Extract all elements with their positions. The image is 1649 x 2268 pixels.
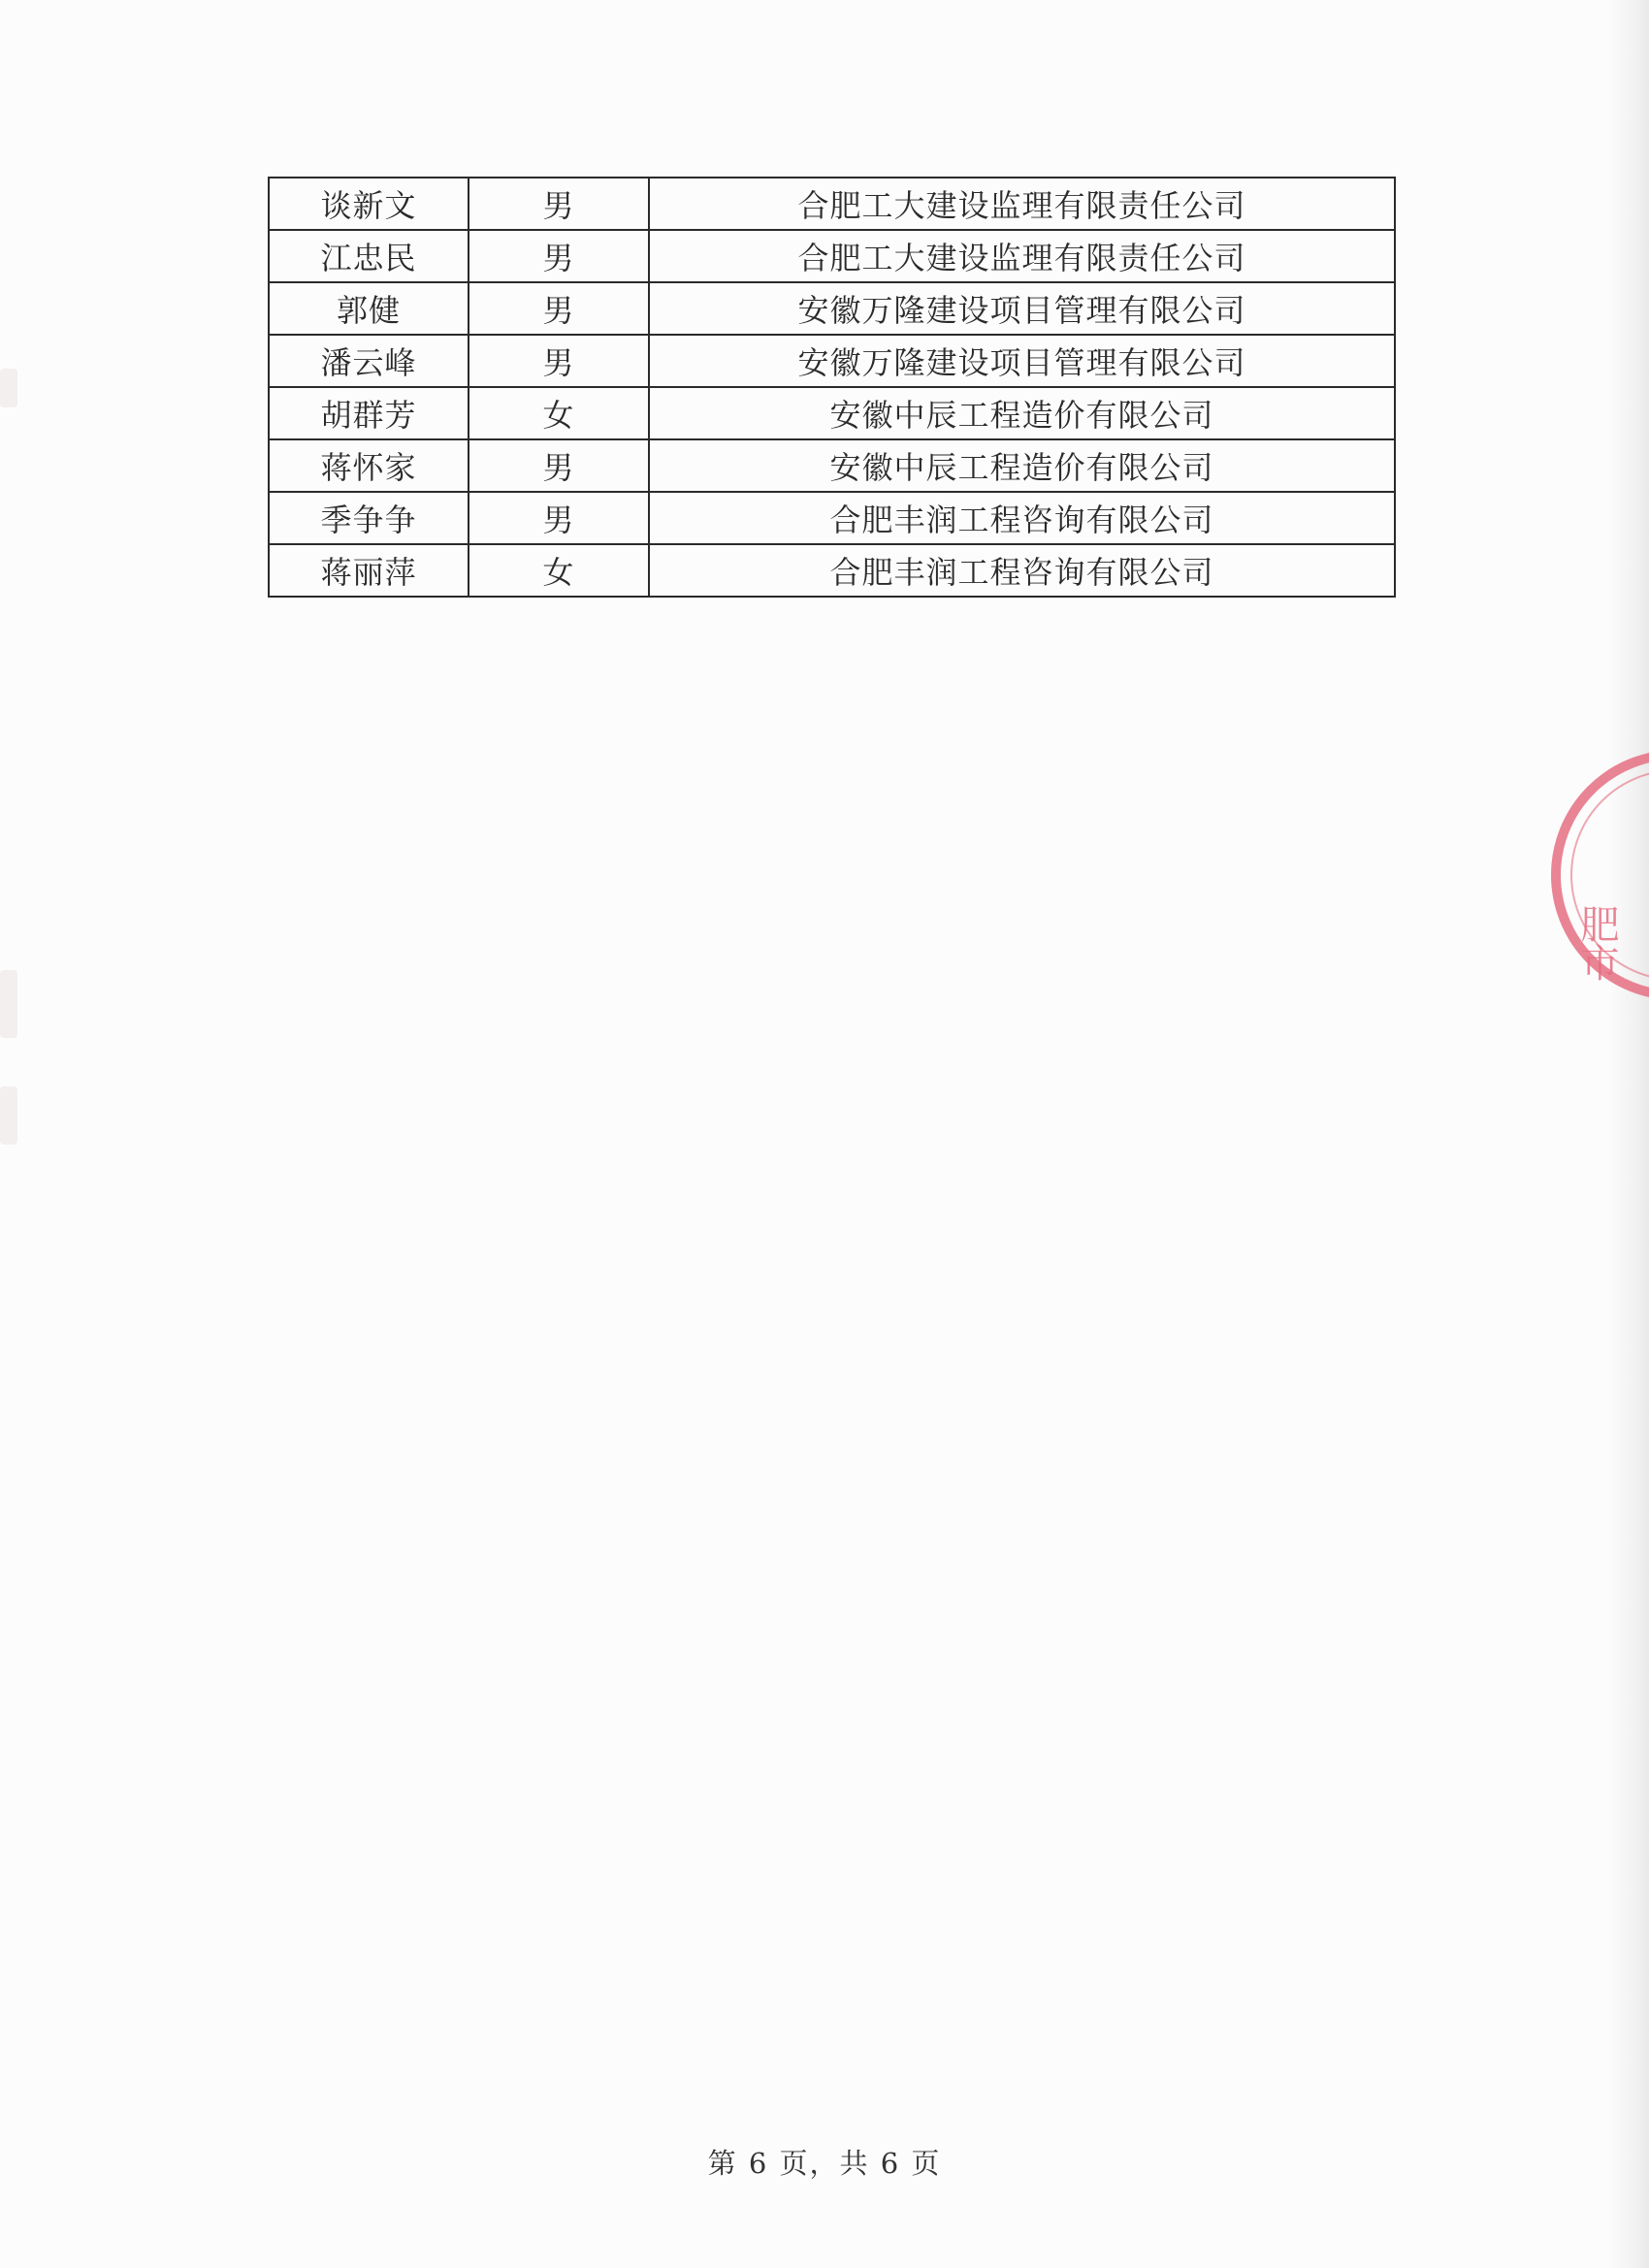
official-seal-stamp — [1540, 739, 1649, 1011]
table-row — [269, 544, 1395, 597]
gender-cell: 女 — [469, 544, 649, 597]
gender-cell: 男 — [469, 230, 649, 282]
company-cell: 安徽万隆建设项目管理有限公司 — [649, 335, 1395, 387]
company-cell: 安徽中辰工程造价有限公司 — [649, 439, 1395, 492]
paper-speck — [0, 1086, 17, 1145]
name-cell: 潘云峰 — [269, 335, 469, 387]
table-row — [269, 439, 1395, 492]
table-row — [269, 335, 1395, 387]
page-number-footer: 第 6 页，共 6 页 — [707, 2147, 942, 2180]
table-row — [269, 492, 1395, 544]
table-row — [269, 282, 1395, 335]
company-cell: 合肥工大建设监理有限责任公司 — [649, 178, 1395, 230]
name-cell: 蒋丽萍 — [269, 544, 469, 597]
company-cell: 安徽万隆建设项目管理有限公司 — [649, 282, 1395, 335]
paper-speck — [0, 970, 17, 1038]
gender-cell: 男 — [469, 282, 649, 335]
company-cell: 合肥丰润工程咨询有限公司 — [649, 492, 1395, 544]
seal-text: 肥市 — [1574, 904, 1619, 982]
company-cell: 安徽中辰工程造价有限公司 — [649, 387, 1395, 439]
gender-cell: 男 — [469, 439, 649, 492]
company-cell: 合肥丰润工程咨询有限公司 — [649, 544, 1395, 597]
table-row — [269, 178, 1395, 230]
gender-cell: 女 — [469, 387, 649, 439]
name-cell: 谈新文 — [269, 178, 469, 230]
gender-cell: 男 — [469, 492, 649, 544]
name-cell: 江忠民 — [269, 230, 469, 282]
name-cell: 季争争 — [269, 492, 469, 544]
company-cell: 合肥工大建设监理有限责任公司 — [649, 230, 1395, 282]
scan-edge-shadow — [1608, 0, 1649, 2268]
name-cell: 胡群芳 — [269, 387, 469, 439]
gender-cell: 男 — [469, 178, 649, 230]
table-row — [269, 230, 1395, 282]
personnel-table — [268, 177, 1396, 598]
name-cell: 蒋怀家 — [269, 439, 469, 492]
name-cell: 郭健 — [269, 282, 469, 335]
table-row — [269, 387, 1395, 439]
gender-cell: 男 — [469, 335, 649, 387]
paper-speck — [0, 369, 17, 407]
